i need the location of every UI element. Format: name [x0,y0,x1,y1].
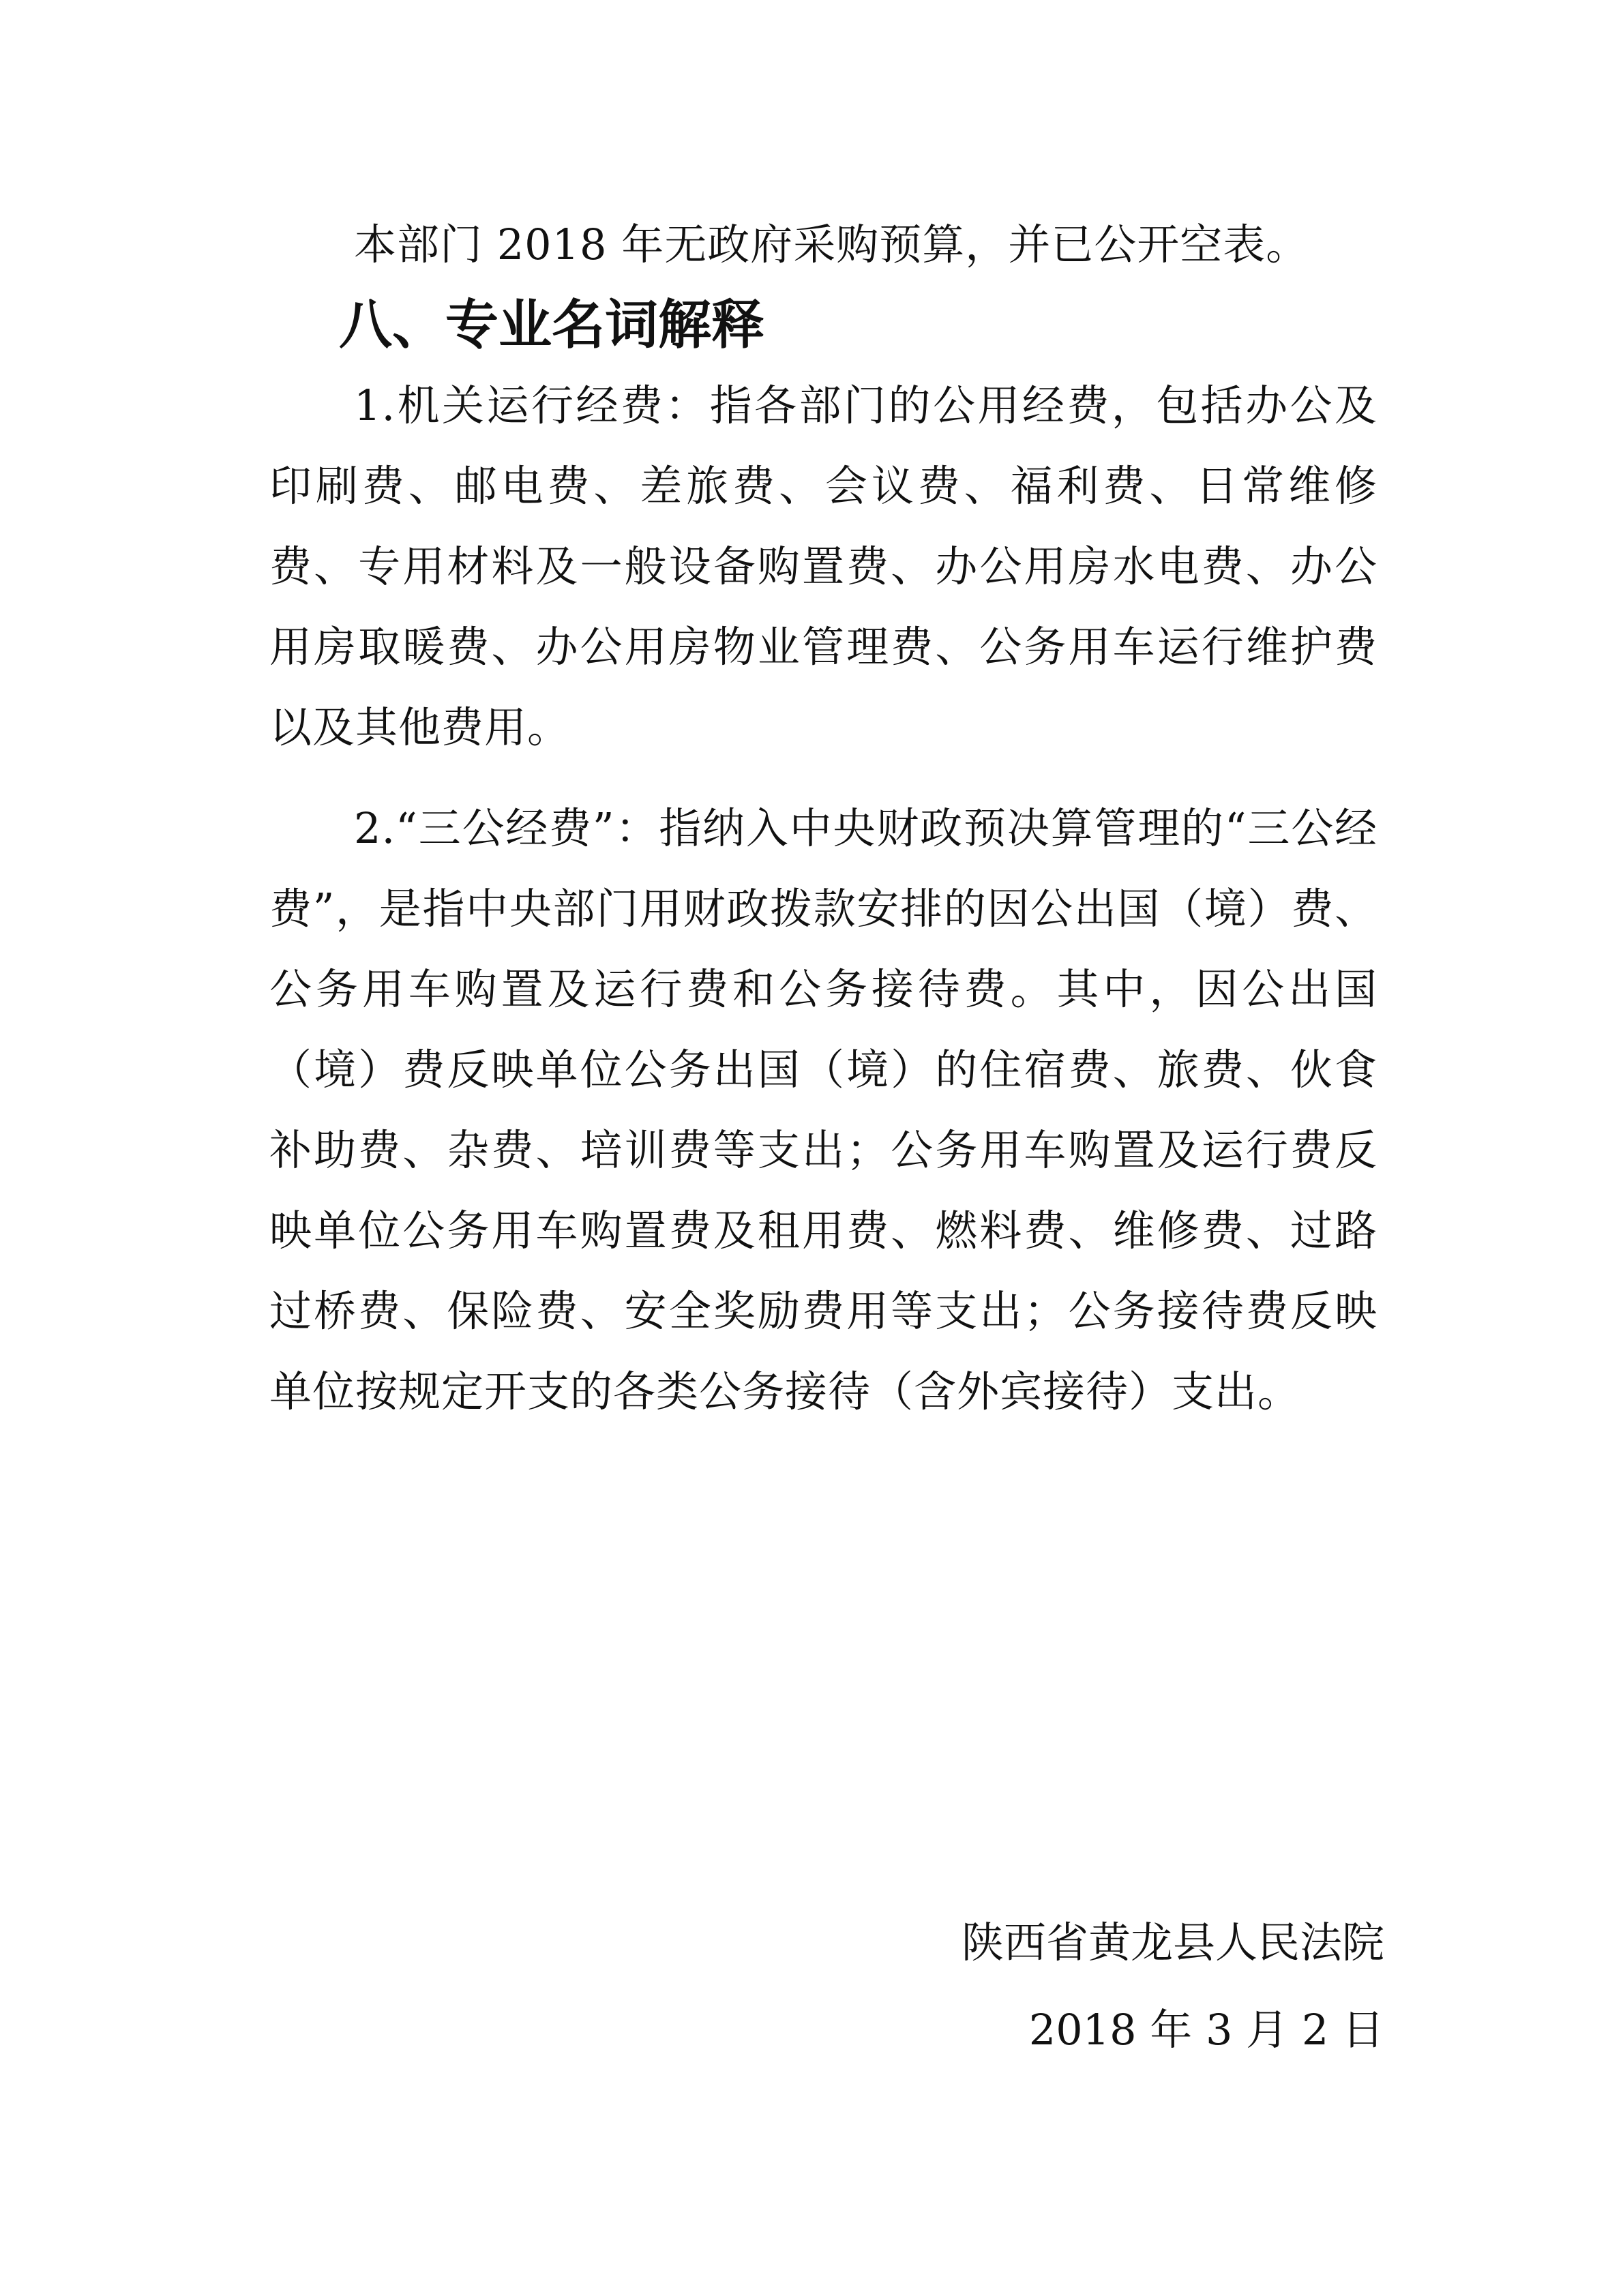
signature-organization: 陕西省黄龙县人民法院 [961,1918,1384,1967]
intro-paragraph: 本部门 2018 年无政府采购预算，并已公开空表。 [354,220,1309,269]
document-body [269,205,1378,1432]
signature-date: 2018 年 3 月 2 日 [1028,2005,1384,2055]
term-definition-1: 1.机关运行经费：指各部门的公用经费，包括办公及印刷费、邮电费、差旅费、会议费、福利费、日常维修费、专用材料及一般设备购置费、办公用房水电费、办公用房取暖费、办公用房物业管理费、公务用车运行维护费以及其他费用。 [269,381,1378,752]
section-heading: 八、专业名词解释 [339,295,765,356]
signature-block [962,1899,1384,2074]
term-definition-2: 2.“三公经费”：指纳入中央财政预决算管理的“三公经费”，是指中央部门用财政拨款安排的因公出国（境）费、公务用车购置及运行费和公务接待费。其中，因公出国（境）费反映单位公务出国（境）的住宿费、旅费、伙食补助费、杂费、培训费等支出；公务用车购置及运行费反映单位公务用车购置费及租用费、燃料费、维修费、过路过桥费、保险费、安全奖励费用等支出；公务接待费反映单位按规定开支的各类公务接待（含外宾接待）支出。 [269,803,1378,1416]
